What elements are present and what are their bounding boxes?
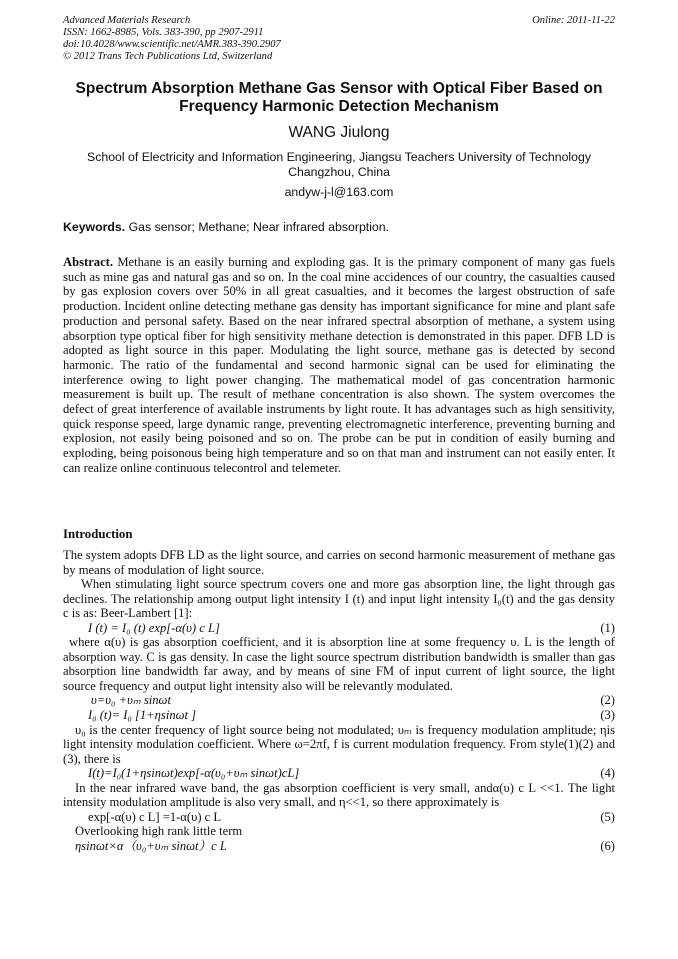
keywords-text: Gas sensor; Methane; Near infrared absorption. — [125, 220, 390, 234]
issn: ISSN: 1662-8985, Vols. 383-390, pp 2907-2911 — [63, 27, 264, 38]
keywords — [63, 220, 389, 234]
keywords-label: Keywords. — [63, 220, 126, 234]
equation-2: υ=υ₀ +υₘ sinωt (2) — [91, 693, 615, 708]
equation-5: exp[-α(υ) c L] =1-α(υ) c L (5) — [88, 809, 615, 824]
equation-1: I (t) = I₀ (t) exp[-α(υ) c L] (1) — [88, 620, 615, 635]
section-heading-introduction: Introduction — [63, 527, 133, 541]
email: andyw-j-l@163.com — [284, 185, 394, 199]
abstract-text: Methane is an easily burning and exploding gas. It is the primary component of many gas fuels such as mine gas and natural gas and so on. In the coal mine accidences of our country, the casualties caused by gas explosion covers over 50% in all great casualties, and it becomes the largest obstruction of safe production. Incident online detecting methane gas density has important significance for mine and plant safe production and personal safety. Based on the near infrared spectral absorption of methane, a system using absorption type optical fiber for high sensitivity methane detection is demonstrated in this paper. DFB LD is adopted as light source in this paper. Modulating the light source, methane gas is detected by second harmonic. The ratio of the fundamental and second harmonic signal can be used for eliminating the interference owing to light power changing. The mathematical model of gas concentration harmonic measurement is built up. The result of methane concentration is also shown. The system overcomes the defect of great interference of available instruments by light route. It has advantages such as high sensitivity, quick response speed, large dynamic range, preventing electromagnetic interference, preventing burning and explosion, not easily being poisoned and so on. The probe can be put in condition of easily burning and exploding, being poisonous being high temperature and so on that man and instrument can not easily enter. It can realize online continuous telecontrol and telemeter. — [63, 255, 615, 475]
paragraph: υ₀ is the center frequency of light source being not modulated; υₘ is frequency modulation amplitude; ηis light intensity modulation coefficient. Where ω=2πf, f is current modulation frequency. From style(1)(2) and (3), there is — [63, 722, 615, 766]
paragraph: Overlooking high rank little term — [75, 824, 243, 839]
online-date: Online: 2011-11-22 — [532, 15, 615, 26]
affiliation — [40, 150, 638, 180]
abstract-label: Abstract. — [63, 255, 114, 269]
affiliation-line-2: Changzhou, China — [288, 165, 390, 179]
paragraph: When stimulating light source spectrum covers one and more gas absorption line, the light through gas declines. The relationship among output light intensity I (t) and input light intensity I₀(t) and the gas density c is as: Beer-Lambert [1]: — [63, 577, 615, 621]
paragraph: The system adopts DFB LD as the light source, and carries on second harmonic measurement of methane gas by means of modulation of light source. — [63, 548, 615, 577]
doi: doi:10.4028/www.scientific.net/AMR.383-390.2907 — [63, 39, 281, 50]
equation-3: I₀ (t)= I₀ [1+ηsinωt ] (3) — [88, 708, 615, 723]
journal-name: Advanced Materials Research — [63, 15, 191, 26]
equation-6: ηsinωt×α（υ₀+υₘ sinωt）c L (6) — [75, 838, 615, 853]
abstract — [63, 255, 615, 476]
affiliation-line-1: School of Electricity and Information Engineering, Jiangsu Teachers University of Technology — [87, 150, 591, 164]
paragraph: In the near infrared wave band, the gas absorption coefficient is very small, andα(υ) c L <<1. The light intensity modulation amplitude is also very small, and η<<1, so there approximately is — [63, 780, 615, 810]
equation-4: I(t)=I₀(1+ηsinωt)exp[-α(υ₀+υₘ sinωt)cL] (4) — [88, 766, 615, 781]
author: WANG Jiulong — [288, 124, 390, 141]
paragraph: where α(υ) is gas absorption coefficient, and it is absorption line at some frequency υ. L is the length of absorption way. C is gas density. In case the light source spectrum distribution bandwidth is smaller than gas absorption line bandwidth far away, and by means of sine FM of input current of light source, the light source frequency and output light intensity also will be relevantly modulated. — [63, 635, 615, 693]
journal-header — [63, 15, 281, 63]
paper-title: Spectrum Absorption Methane Gas Sensor with Optical Fiber Based on Frequency Harmonic Detection Mechanism — [75, 80, 603, 115]
copyright: © 2012 Trans Tech Publications Ltd, Switzerland — [63, 51, 273, 62]
introduction-body — [63, 548, 615, 853]
